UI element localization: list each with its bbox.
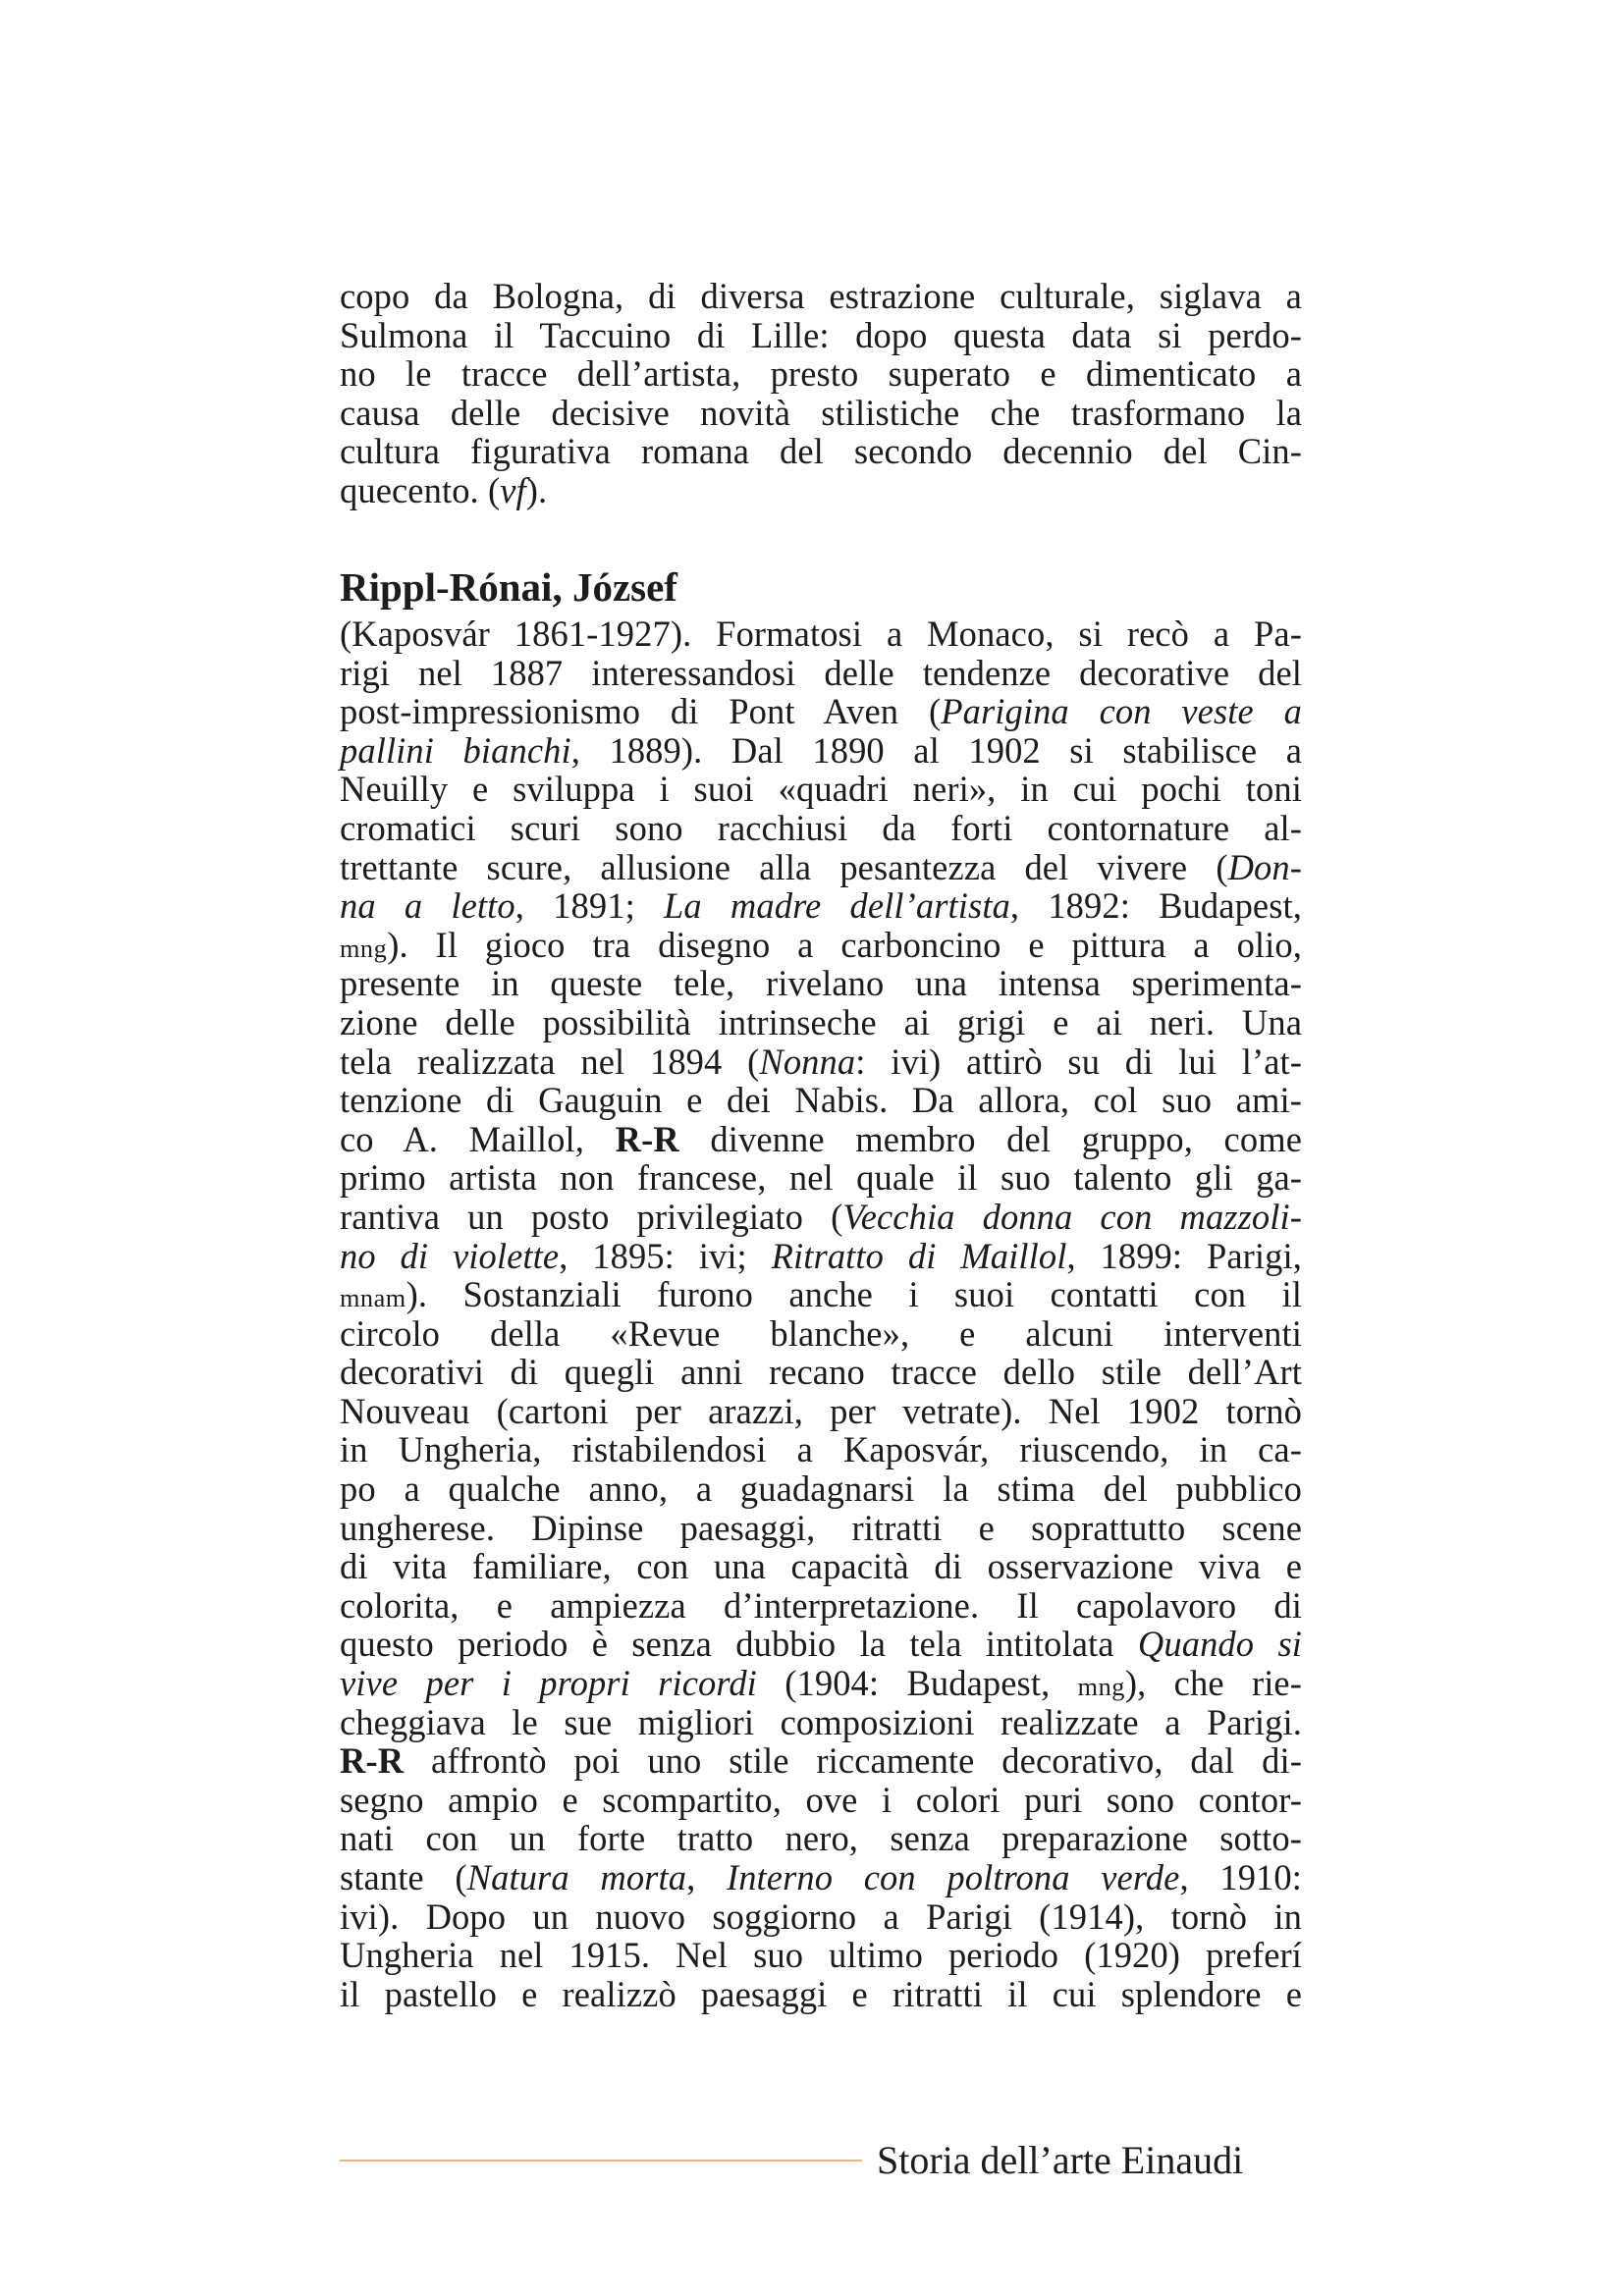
text-line: no di violette, 1895: ivi; Ritratto di Maillol, 1899: Parigi, [340, 1235, 1302, 1276]
text-line: in Ungheria, ristabilendosi a Kaposvár, riuscendo, in ca- [340, 1429, 1302, 1470]
text-line: mnam). Sostanziali furono anche i suoi contatti con il [340, 1274, 1302, 1315]
text-line: Nouveau (cartoni per arazzi, per vetrate). Nel 1902 tornò [340, 1390, 1302, 1431]
text-line: il pastello e realizzò paesaggi e ritratti il cui splendore e [340, 1973, 1302, 2014]
text-line: nati con un forte tratto nero, senza preparazione sotto- [340, 1818, 1302, 1859]
text-line: circolo della «Revue blanche», e alcuni interventi [340, 1312, 1302, 1354]
entry-title: Rippl-Rónai, József [340, 564, 677, 610]
text-line: decorativi di quegli anni recano tracce dello stile dell’Art [340, 1352, 1302, 1393]
text-line: segno ampio e scompartito, ove i colori puri sono contor- [340, 1779, 1302, 1820]
text-line: po a qualche anno, a guadagnarsi la stima del pubblico [340, 1468, 1302, 1510]
text-line: tela realizzata nel 1894 (Nonna: ivi) attirò su di lui l’at- [340, 1041, 1302, 1082]
text-line: R-R affrontò poi uno stile riccamente decorativo, dal di- [340, 1740, 1302, 1782]
text-line: (Kaposvár 1861-1927). Formatosi a Monaco, si recò a Pa- [340, 614, 1302, 654]
text-line: mng). Il gioco tra disegno a carboncino e pittura a olio, [340, 924, 1302, 965]
text-line: zione delle possibilità intrinseche ai grigi e ai neri. Una [340, 1001, 1302, 1042]
author-initials: vf [500, 469, 526, 510]
text-line: ivi). Dopo un nuovo soggiorno a Parigi (1914), tornò in [340, 1896, 1302, 1937]
text-line: cultura figurativa romana del secondo decennio del Cin- [340, 431, 1302, 472]
entry-body [340, 614, 1302, 2013]
text-line: primo artista non francese, nel quale il suo talento gli ga- [340, 1157, 1302, 1199]
text-line: cromatici scuri sono racchiusi da forti contornature al- [340, 807, 1302, 848]
text-line: no le tracce dell’artista, presto superato e dimenticato a [340, 353, 1302, 395]
footer-rule [340, 2160, 862, 2162]
text-line: Sulmona il Taccuino di Lille: dopo questa data si perdo- [340, 314, 1302, 355]
text-line: pallini bianchi, 1889). Dal 1890 al 1902 si stabilisce a [340, 729, 1302, 771]
text-line: cheggiava le sue migliori composizioni realizzate a Parigi. [340, 1701, 1302, 1742]
text-line: copo da Bologna, di diversa estrazione culturale, siglava a [340, 276, 1302, 316]
text-line: na a letto, 1891; La madre dell’artista, 1892: Budapest, [340, 885, 1302, 927]
text-line: post-impressionismo di Pont Aven (Parigina con veste a [340, 691, 1302, 732]
intro-paragraph [340, 277, 1302, 510]
text-line: stante (Natura morta, Interno con poltrona verde, 1910: [340, 1857, 1302, 1897]
text-line: rigi nel 1887 interessandosi delle tendenze decorative del [340, 652, 1302, 693]
text-line: trettante scure, allusione alla pesantezza del vivere (Don- [340, 846, 1302, 887]
text-line: colorita, e ampiezza d’interpretazione. Il capolavoro di [340, 1584, 1302, 1626]
text-line: tenzione di Gauguin e dei Nabis. Da allora, col suo ami- [340, 1080, 1302, 1121]
text-line: Ungheria nel 1915. Nel suo ultimo periodo (1920) preferí [340, 1935, 1302, 1976]
text-line: causa delle decisive novità stilistiche che trasformano la [340, 392, 1302, 433]
text-line: questo periodo è senza dubbio la tela intitolata Quando si [340, 1624, 1303, 1665]
text-line: quecento. (vf). [340, 469, 548, 510]
footer-publication-title: Storia dell’arte Einaudi [877, 2138, 1244, 2182]
text-line: co A. Maillol, R-R divenne membro del gruppo, come [340, 1118, 1302, 1159]
text-line: rantiva un posto privilegiato (Vecchia donna con mazzoli- [340, 1196, 1303, 1237]
text-line: ungherese. Dipinse paesaggi, ritratti e soprattutto scene [340, 1507, 1302, 1548]
text-line: presente in queste tele, rivelano una intensa sperimenta- [340, 963, 1302, 1004]
text-line: Neuilly e sviluppa i suoi «quadri neri», in cui pochi toni [340, 769, 1302, 810]
text-line: vive per i propri ricordi (1904: Budapest, mng), che rie- [340, 1663, 1302, 1704]
text-line: di vita familiare, con una capacità di osservazione viva e [340, 1546, 1302, 1587]
